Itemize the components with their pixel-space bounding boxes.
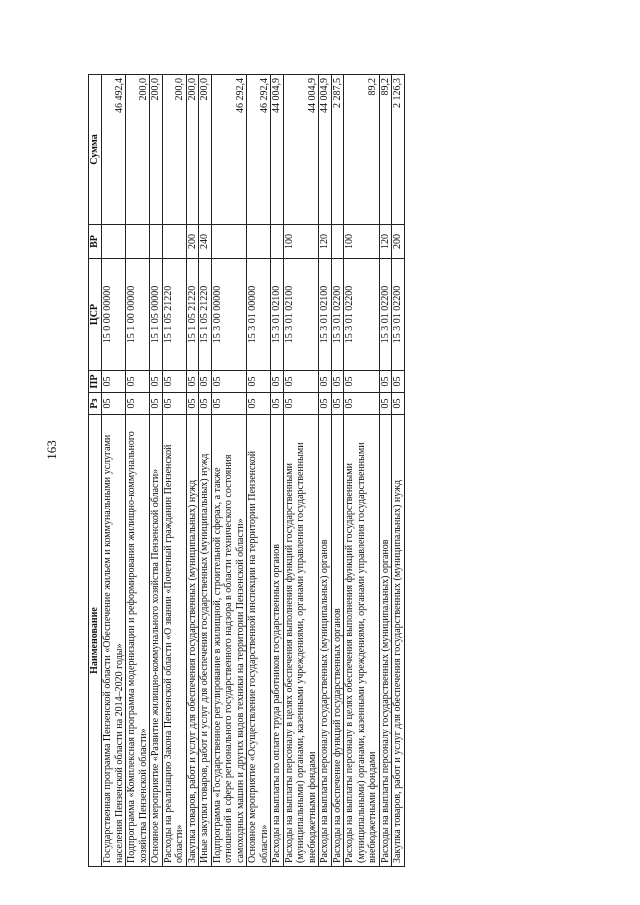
table-body [102,75,405,867]
cell-pr: 05 [162,371,186,393]
table-row [102,75,126,867]
table-row [319,75,332,867]
cell-pr: 05 [379,371,392,393]
table-row [126,75,150,867]
cell-pr: 05 [344,371,380,393]
cell-csr: 15 1 05 21220 [199,259,212,371]
table-row [379,75,392,867]
cell-sum: 2 287,5 [331,75,344,225]
cell-name: Основное мероприятие «Осуществление государственной инспекции на территории Пензенской области» [247,415,271,867]
cell-sum: 89,2 [344,75,380,225]
table-row [392,75,405,867]
table-row [283,75,319,867]
cell-pr: 05 [247,371,271,393]
cell-name: Закупка товаров, работ и услуг для обеспечения государственных (муниципальных) нужд [392,415,405,867]
cell-sum: 46 292,4 [247,75,271,225]
cell-rz: 05 [150,393,163,415]
cell-sum: 44 004,9 [319,75,332,225]
cell-rz: 05 [271,393,284,415]
cell-pr: 05 [392,371,405,393]
budget-table [88,74,405,867]
cell-pr: 05 [211,371,247,393]
cell-pr: 05 [319,371,332,393]
cell-sum: 200,0 [162,75,186,225]
cell-vr: 120 [379,225,392,259]
cell-name: Основное мероприятие «Развитие жилищно-коммунального хозяйства Пензенской области» [150,415,163,867]
cell-csr: 15 1 05 21220 [162,259,186,371]
cell-rz: 05 [126,393,150,415]
cell-pr: 05 [102,371,126,393]
cell-rz: 05 [186,393,199,415]
cell-rz: 05 [247,393,271,415]
table-header-row [89,75,102,867]
cell-csr: 15 3 01 02100 [319,259,332,371]
cell-pr: 05 [186,371,199,393]
cell-csr: 15 3 01 02100 [283,259,319,371]
cell-csr: 15 3 01 02200 [392,259,405,371]
cell-name: Подпрограмма «Комплексная программа модернизации и реформирования жилищно-коммунального хозяйства Пензенской области» [126,415,150,867]
cell-csr: 15 1 05 21220 [186,259,199,371]
cell-name: Расходы на выплаты по оплате труда работников государственных органов [271,415,284,867]
cell-sum: 200,0 [150,75,163,225]
header-name: Наименование [89,415,102,867]
cell-sum: 2 126,3 [392,75,405,225]
cell-vr [162,225,186,259]
cell-rz: 05 [199,393,212,415]
cell-csr: 15 3 01 02200 [344,259,380,371]
header-pr: ПР [89,371,102,393]
cell-pr: 05 [126,371,150,393]
cell-vr [247,225,271,259]
table-row [211,75,247,867]
cell-name: Закупка товаров, работ и услуг для обеспечения государственных (муниципальных) нужд [186,415,199,867]
table-row [186,75,199,867]
cell-vr [211,225,247,259]
cell-vr [271,225,284,259]
cell-name: Расходы на реализацию Закона Пензенской области «О звании «Почетный гражданин Пензенской области» [162,415,186,867]
cell-csr: 15 3 01 02200 [379,259,392,371]
table-row [344,75,380,867]
cell-rz: 05 [102,393,126,415]
cell-csr: 15 0 00 00000 [102,259,126,371]
cell-pr: 05 [331,371,344,393]
header-rz: Рз [89,393,102,415]
cell-vr [126,225,150,259]
table-row [271,75,284,867]
cell-name: Расходы на выплаты персоналу государственных (муниципальных) органов [319,415,332,867]
cell-rz: 05 [162,393,186,415]
cell-sum: 200,0 [199,75,212,225]
cell-vr [331,225,344,259]
cell-vr: 200 [186,225,199,259]
cell-sum: 46 492,4 [102,75,126,225]
cell-vr: 240 [199,225,212,259]
cell-csr: 15 3 01 02100 [271,259,284,371]
cell-name: Расходы на выплаты персоналу в целях обеспечения выполнения функций государственными (муниципальными) органами, казенными учреждениями, органами управления государственными внебюджетными фондами [283,415,319,867]
cell-sum: 89,2 [379,75,392,225]
cell-sum: 46 292,4 [211,75,247,225]
rotated-table-container [88,75,558,867]
cell-vr: 100 [283,225,319,259]
cell-vr: 200 [392,225,405,259]
table-row [162,75,186,867]
cell-rz: 05 [392,393,405,415]
cell-csr: 15 3 01 00000 [247,259,271,371]
table-row [150,75,163,867]
cell-sum: 44 004,9 [283,75,319,225]
cell-pr: 05 [150,371,163,393]
cell-sum: 200,0 [126,75,150,225]
page-number: 163 [43,440,59,460]
cell-rz: 05 [319,393,332,415]
cell-name: Подпрограмма «Государственное регулирование в жилищной, строительной сферах, а также отношений в сфере регионального государственного надзора в области технического состояния самоходных машин и других видов техники на территории Пензенской области» [211,415,247,867]
cell-vr [102,225,126,259]
cell-rz: 05 [344,393,380,415]
table-row [199,75,212,867]
cell-sum: 200,0 [186,75,199,225]
cell-rz: 05 [283,393,319,415]
table-row [331,75,344,867]
cell-vr: 100 [344,225,380,259]
cell-pr: 05 [199,371,212,393]
cell-vr: 120 [319,225,332,259]
cell-rz: 05 [211,393,247,415]
cell-name: Расходы на выплаты персоналу государственных (муниципальных) органов [379,415,392,867]
header-csr: ЦСР [89,259,102,371]
cell-pr: 05 [271,371,284,393]
table-row [247,75,271,867]
header-vr: ВР [89,225,102,259]
cell-name: Расходы на выплаты персоналу в целях обеспечения выполнения функций государственными (муниципальными) органами, казенными учреждениями, органами управления государственными внебюджетными фондами [344,415,380,867]
cell-csr: 15 1 05 00000 [150,259,163,371]
cell-name: Иные закупки товаров, работ и услуг для обеспечения государственных (муниципальных) нужд [199,415,212,867]
cell-csr: 15 1 00 00000 [126,259,150,371]
cell-name: Государственная программа Пензенской области «Обеспечение жильем и коммунальными услугами населения Пензенской области на 2014–2020 годы» [102,415,126,867]
cell-pr: 05 [283,371,319,393]
cell-sum: 44 004,9 [271,75,284,225]
cell-rz: 05 [331,393,344,415]
header-sum: Сумма [89,75,102,225]
cell-name: Расходы на обеспечение функций государственных органов [331,415,344,867]
cell-csr: 15 3 00 00000 [211,259,247,371]
cell-csr: 15 3 01 02200 [331,259,344,371]
cell-vr [150,225,163,259]
cell-rz: 05 [379,393,392,415]
